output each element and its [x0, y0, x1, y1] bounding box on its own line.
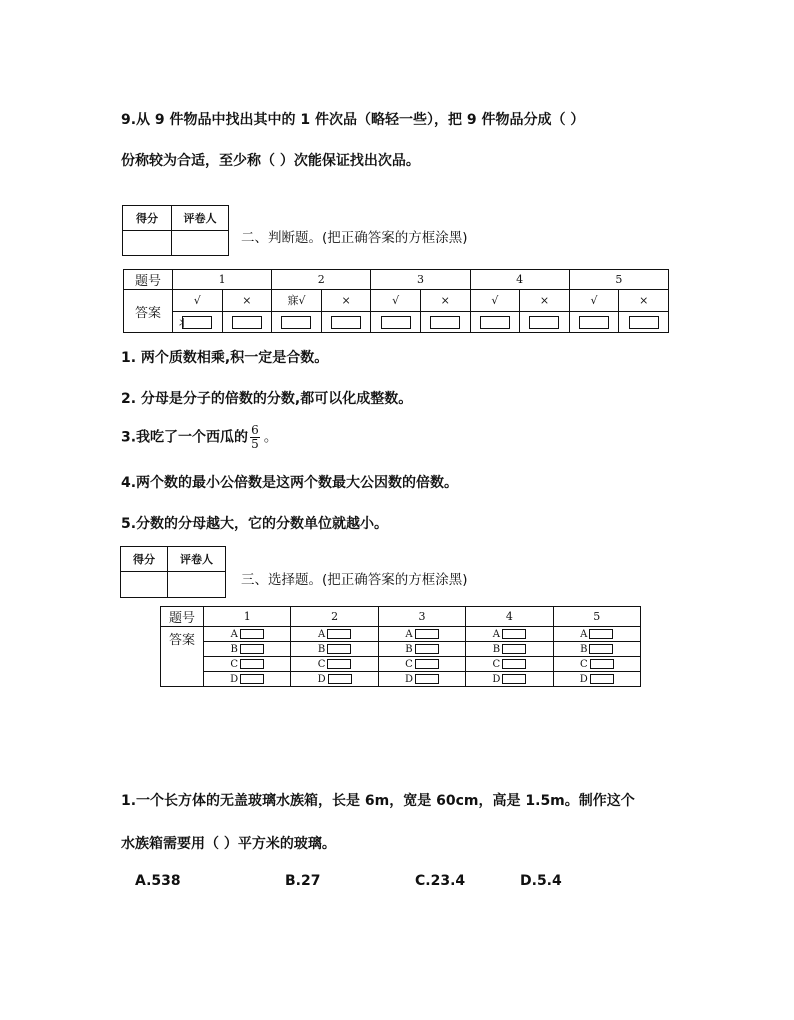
choice-1-a[interactable]: A [204, 627, 291, 642]
answer-box-3-false[interactable] [430, 316, 460, 329]
mc1-line2: 水族箱需要用（ ）平方米的玻璃。 [121, 836, 336, 852]
choice-4-c[interactable]: C [466, 657, 553, 672]
score-box-section2 [122, 205, 229, 256]
mc1-choice-d: D.5.4 [520, 873, 562, 889]
choice-answer-table [160, 606, 641, 687]
box-cell-4f [520, 311, 570, 332]
choice-col-5: 5 [553, 607, 640, 627]
box-cell-3f [420, 311, 470, 332]
judge-col-1: 1 [173, 270, 272, 290]
score-cell-3[interactable] [121, 572, 168, 598]
choice-4-b[interactable]: B [466, 642, 553, 657]
cross-1: × [222, 290, 272, 311]
choice-col-3: 3 [378, 607, 465, 627]
choice-col-1: 1 [204, 607, 291, 627]
grader-cell-3[interactable] [168, 572, 226, 598]
left-mark: 丬 [177, 318, 187, 330]
choice-5-d[interactable]: D [553, 672, 640, 687]
box-cell-4t [470, 311, 520, 332]
judge-col-4: 4 [470, 270, 569, 290]
choice-col-4: 4 [466, 607, 553, 627]
judge-header-label: 题号 [124, 270, 173, 290]
cross-4: × [520, 290, 570, 311]
grader-label: 评卷人 [172, 206, 229, 231]
judge-item-3 [121, 424, 278, 451]
mc1-line1: 1.一个长方体的无盖玻璃水族箱，长是 6m，宽是 60cm，高是 1.5m。制作这个 [121, 793, 635, 809]
judge-item-3-text: 3.我吃了一个西瓜的 [121, 429, 249, 446]
choice-header-label: 题号 [161, 607, 204, 627]
grader-cell[interactable] [172, 231, 229, 256]
choice-5-a[interactable]: A [553, 627, 640, 642]
judge-item-1: 1. 两个质数相乘,积一定是合数。 [121, 350, 329, 366]
fraction-numerator: 6 [251, 423, 259, 437]
fraction-suffix: 。 [263, 429, 278, 446]
answer-box-5-true[interactable] [579, 316, 609, 329]
choice-1-c[interactable]: C [204, 657, 291, 672]
note-glyph: 寐 [287, 294, 299, 308]
cross-5: × [619, 290, 669, 311]
choice-3-d[interactable]: D [378, 672, 465, 687]
box-cell-1t [173, 311, 223, 332]
score-label: 得分 [123, 206, 172, 231]
mc1-choice-b: B.27 [285, 873, 321, 889]
judge-answer-table [123, 269, 669, 333]
choice-1-d[interactable]: D [204, 672, 291, 687]
tick-5: √ [569, 290, 619, 311]
answer-box-2-true[interactable] [281, 316, 311, 329]
choice-2-a[interactable]: A [291, 627, 378, 642]
judge-item-5: 5.分数的分母越大，它的分数单位就越小。 [121, 516, 389, 532]
score-box-section3 [120, 546, 226, 598]
choice-3-a[interactable]: A [378, 627, 465, 642]
judge-item-4: 4.两个数的最小公倍数是这两个数最大公因数的倍数。 [121, 475, 459, 491]
box-cell-5f [619, 311, 669, 332]
box-cell-2t [272, 311, 322, 332]
answer-box-3-true[interactable] [381, 316, 411, 329]
answer-box-5-false[interactable] [629, 316, 659, 329]
choice-3-b[interactable]: B [378, 642, 465, 657]
cross-3: × [420, 290, 470, 311]
choice-4-a[interactable]: A [466, 627, 553, 642]
choice-5-b[interactable]: B [553, 642, 640, 657]
choice-4-d[interactable]: D [466, 672, 553, 687]
q9-line1: 9.从 9 件物品中找出其中的 1 件次品（略轻一些），把 9 件物品分成（ ） [121, 112, 585, 128]
answer-box-2-false[interactable] [331, 316, 361, 329]
judge-col-5: 5 [569, 270, 668, 290]
fraction-denominator: 5 [251, 437, 259, 451]
choice-5-c[interactable]: C [553, 657, 640, 672]
choice-answer-label: 答案 [161, 627, 204, 687]
box-cell-1f [222, 311, 272, 332]
choice-2-d[interactable]: D [291, 672, 378, 687]
q9-line2: 份称较为合适，至少称（ ）次能保证找出次品。 [121, 153, 420, 169]
grader-label-3: 评卷人 [168, 547, 226, 572]
fraction-six-fifths [250, 424, 260, 451]
tick-4: √ [470, 290, 520, 311]
tick-2: 寐√ [272, 290, 322, 311]
score-cell[interactable] [123, 231, 172, 256]
judge-col-3: 3 [371, 270, 470, 290]
tick-1: √ [173, 290, 223, 311]
score-label-3: 得分 [121, 547, 168, 572]
choice-col-2: 2 [291, 607, 378, 627]
section2-title: 二、判断题。(把正确答案的方框涂黑) [241, 230, 468, 246]
judge-item-2: 2. 分母是分子的倍数的分数,都可以化成整数。 [121, 391, 413, 407]
box-cell-2f [321, 311, 371, 332]
tick-3: √ [371, 290, 421, 311]
mc1-choice-c: C.23.4 [415, 873, 466, 889]
cross-2: × [321, 290, 371, 311]
choice-3-c[interactable]: C [378, 657, 465, 672]
box-cell-5t [569, 311, 619, 332]
judge-answer-label: 答案 [124, 290, 173, 333]
choice-1-b[interactable]: B [204, 642, 291, 657]
answer-box-4-true[interactable] [480, 316, 510, 329]
section3-title: 三、选择题。(把正确答案的方框涂黑) [241, 572, 468, 588]
answer-box-1-false[interactable] [232, 316, 262, 329]
choice-2-b[interactable]: B [291, 642, 378, 657]
judge-col-2: 2 [272, 270, 371, 290]
mc1-choice-a: A.538 [135, 873, 181, 889]
choice-2-c[interactable]: C [291, 657, 378, 672]
box-cell-3t [371, 311, 421, 332]
answer-box-4-false[interactable] [529, 316, 559, 329]
